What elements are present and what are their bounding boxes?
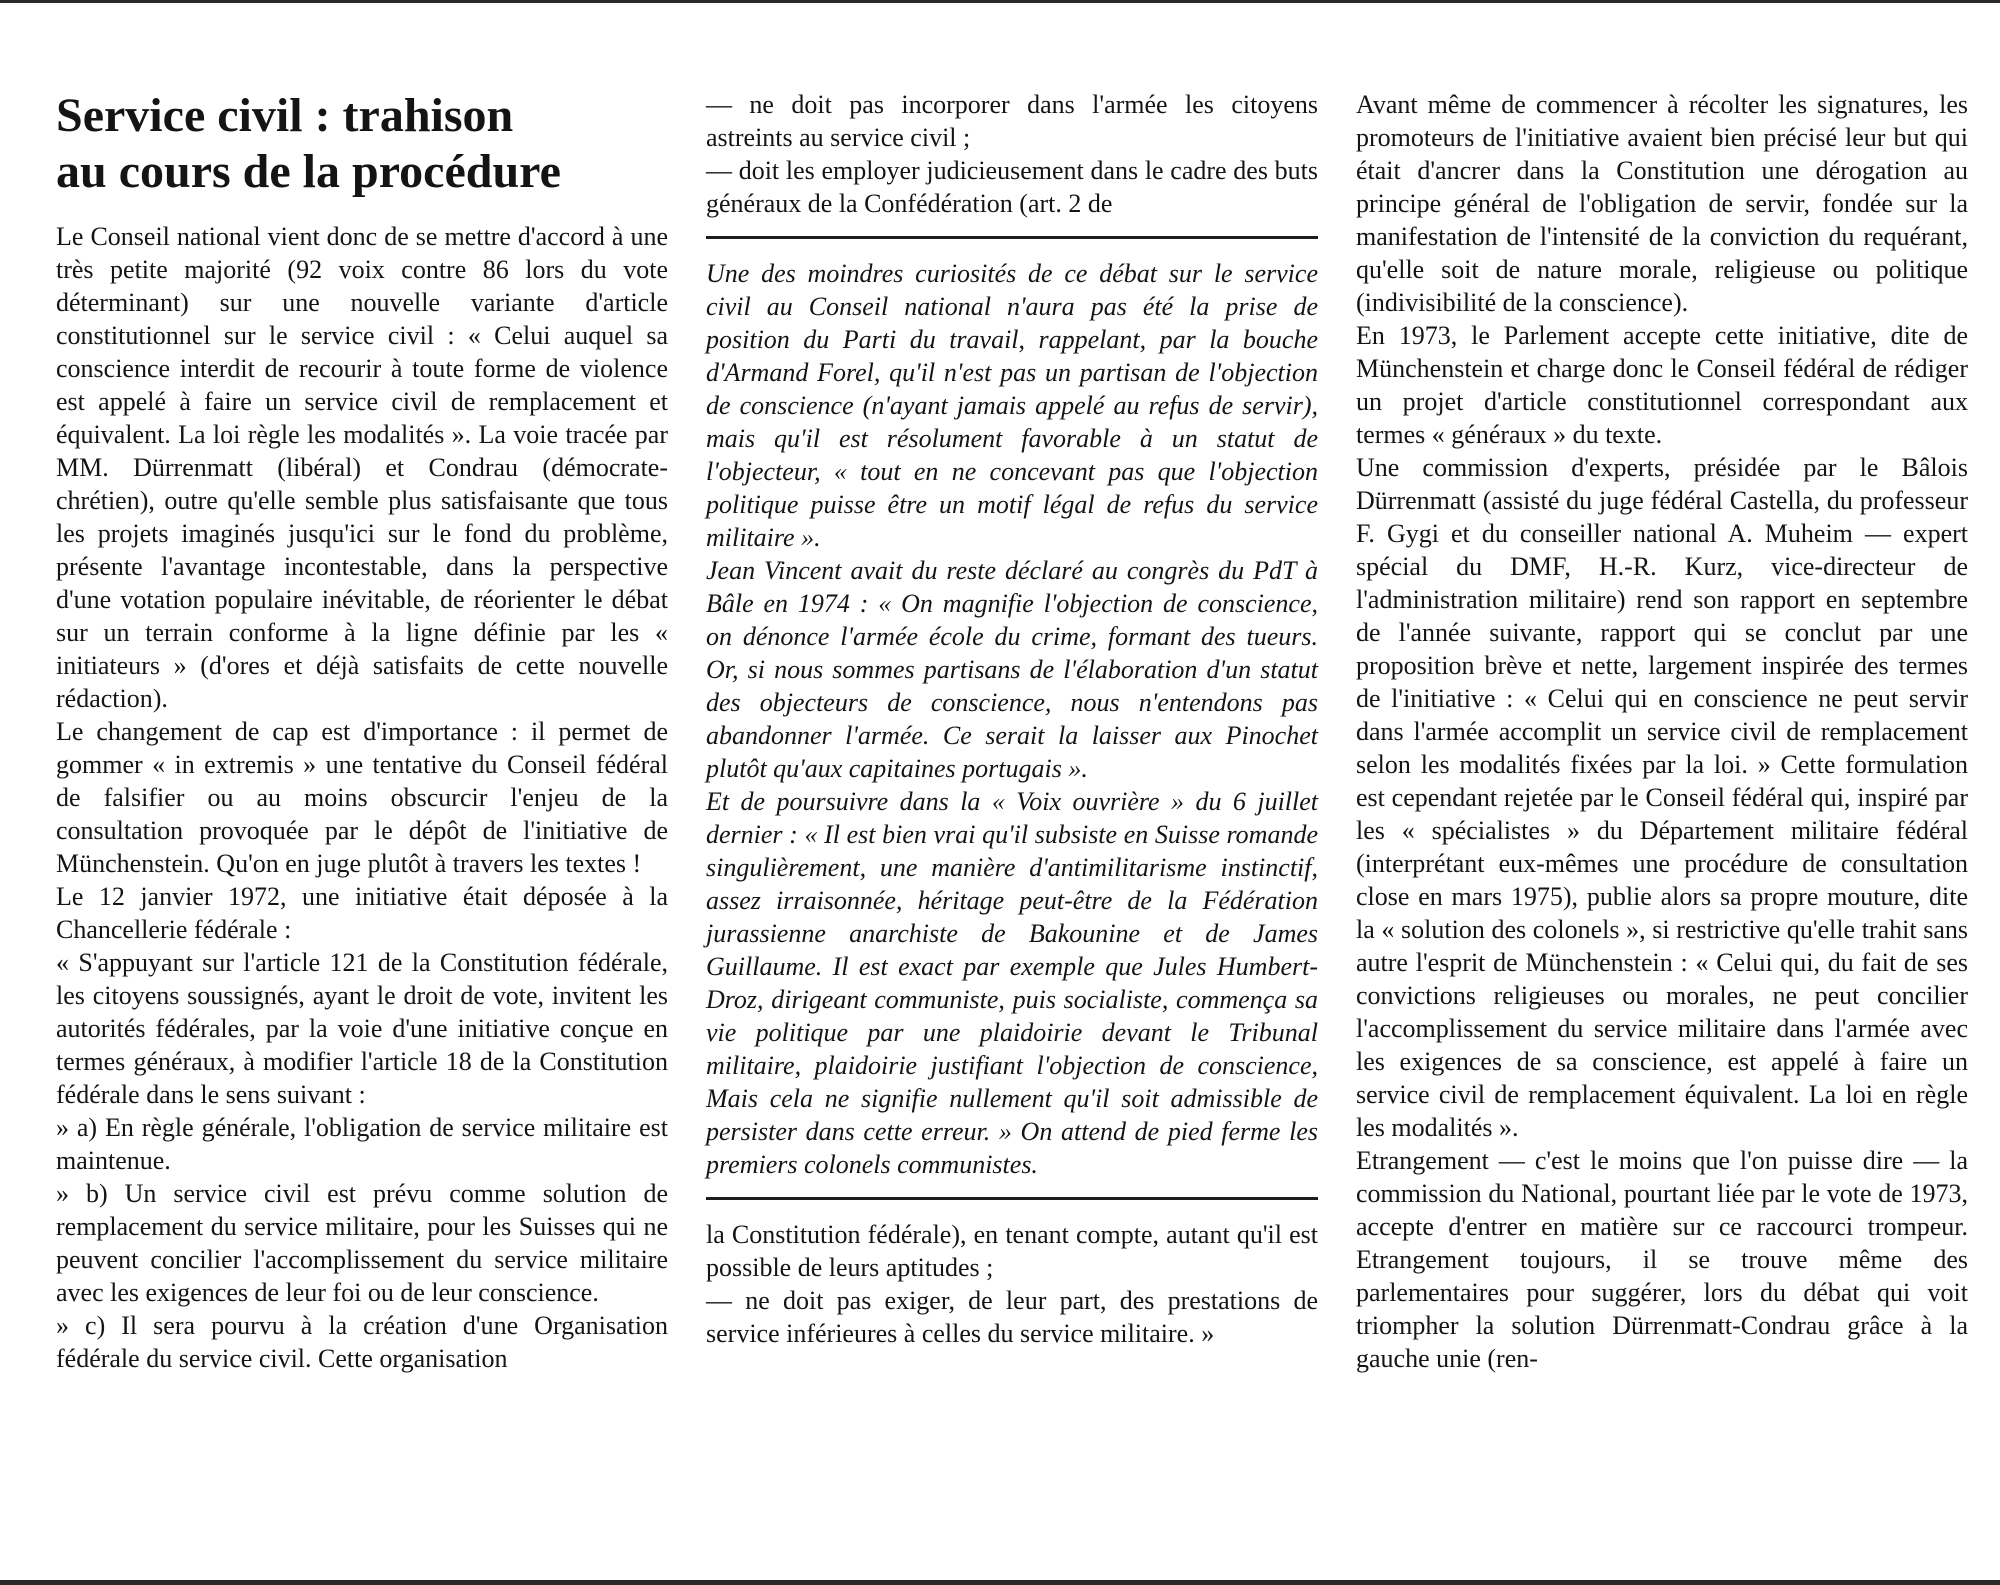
paragraph: » b) Un service civil est prévu comme solution de remplacement du service militaire, pour les Suisses qui ne peuvent concilier l'accomplissement du service militaire avec les exigences de leur foi ou de leur conscience.: [56, 1179, 668, 1307]
paragraph: Etrangement — c'est le moins que l'on puisse dire — la commission du National, pourtant liée par le vote de 1973, accepte d'entrer en matière sur ce raccourci trompeur. Etrangement toujours, il se trouve même des parlementaires pour suggérer, lors du débat qui voit triompher la solution Dürrenmatt-Condrau grâce à la gauche unie (ren-: [1356, 1146, 1968, 1373]
paragraph: — ne doit pas exiger, de leur part, des prestations de service inférieures à celles du service militaire. »: [706, 1286, 1318, 1348]
paragraph: Avant même de commencer à récolter les signatures, les promoteurs de l'initiative avaient bien précisé leur but qui était d'ancrer dans la Constitution une dérogation au principe général de l'obligation de servir, fondée sur la manifestation de l'intensité de la conviction du requérant, qu'elle soit de nature morale, religieuse ou politique (indivisibilité de la conscience).: [1356, 90, 1968, 317]
paragraph: Une commission d'experts, présidée par le Bâlois Dürrenmatt (assisté du juge fédéral Castella, du professeur F. Gygi et du conseiller national A. Muheim — expert spécial du DMF, H.-R. Kurz, vice-directeur de l'administration militaire) rend son rapport en septembre de l'année suivante, rapport qui se conclut par une proposition brève et nette, largement inspirée des termes de l'initiative : « Celui qui en conscience ne peut servir dans l'armée accomplit un service civil de remplacement selon les modalités fixées par la loi. » Cette formulation est cependant rejetée par le Conseil fédéral qui, inspiré par les « spécialistes » du Département militaire fédéral (interprétant eux-mêmes une procédure de consultation close en mars 1975), publie alors sa propre mouture, dite la « solution des colonels », si restrictive qu'elle trahit sans autre l'esprit de Münchenstein : « Celui qui, du fait de ses convictions religieuses ou morales, ne peut concilier l'accomplissement du service militaire dans l'armée avec les exigences de sa conscience, est appelé à faire un service civil de remplacement équivalent. La loi en règle les modalités ».: [1356, 453, 1968, 1142]
paragraph: Le Conseil national vient donc de se mettre d'accord à une très petite majorité (92 voix contre 86 lors du vote déterminant) sur une nouvelle variante d'article constitutionnel sur le service civil : « Celui auquel sa conscience interdit de recourir à toute forme de violence est appelé à faire un service civil de remplacement et équivalent. La loi règle les modalités ». La voie tracée par MM. Dürrenmatt (libéral) et Condrau (démocrate-chrétien), outre qu'elle semble plus satisfaisante que tous les projets imaginés jusqu'ici sur le fond du problème, présente l'avantage incontestable, dans la perspective d'une votation populaire inévitable, de réorienter le débat sur un terrain conforme à la ligne définie par les « initiateurs » (d'ores et déjà satisfaits de cette nouvelle rédaction).: [56, 222, 668, 713]
column-1: [56, 88, 668, 1375]
title-line-2: au cours de la procédure: [56, 145, 561, 198]
column-3: [1356, 88, 1968, 1375]
inset-top-rule: [706, 236, 1318, 239]
paragraph: — doit les employer judicieusement dans le cadre des buts généraux de la Confédération (art. 2 de: [706, 156, 1318, 218]
page-top-rule: [0, 0, 2000, 3]
title-line-1: Service civil : trahison: [56, 89, 514, 142]
inset-bottom-rule: [706, 1197, 1318, 1200]
paragraph: Le changement de cap est d'importance : il permet de gommer « in extremis » une tentative du Conseil fédéral de falsifier ou au moins obscurcir l'enjeu de la consultation provoquée par le dépôt de l'initiative de Münchenstein. Qu'on en juge plutôt à travers les textes !: [56, 717, 668, 878]
inset-box: [706, 257, 1318, 1181]
page-bottom-rule: [0, 1580, 2000, 1585]
paragraph: » c) Il sera pourvu à la création d'une Organisation fédérale du service civil. Cette organisation: [56, 1311, 668, 1373]
column-2: [706, 88, 1318, 1350]
paragraph: — ne doit pas incorporer dans l'armée les citoyens astreints au service civil ;: [706, 90, 1318, 152]
paragraph: « S'appuyant sur l'article 121 de la Constitution fédérale, les citoyens soussignés, ayant le droit de vote, invitent les autorités fédérales, par la voie d'une initiative conçue en termes généraux, à modifier l'article 18 de la Constitution fédérale dans le sens suivant :: [56, 948, 668, 1109]
inset-paragraph: Et de poursuivre dans la « Voix ouvrière » du 6 juillet dernier : « Il est bien vrai qu'il subsiste en Suisse romande singulièrement, une manière d'antimilitarisme instinctif, assez irraisonnée, héritage peut-être de la Fédération jurassienne anarchiste de Bakounine et de James Guillaume. Il est exact par exemple que Jules Humbert-Droz, dirigeant communiste, puis socialiste, commença sa vie politique par une plaidoirie devant le Tribunal militaire, plaidoirie justifiant l'objection de conscience, Mais cela ne signifie nullement qu'il soit admissible de persister dans cette erreur. » On attend de pied ferme les premiers colonels communistes.: [706, 787, 1318, 1179]
inset-paragraph: Jean Vincent avait du reste déclaré au congrès du PdT à Bâle en 1974 : « On magnifie l'objection de conscience, on dénonce l'armée école du crime, formant des tueurs. Or, si nous sommes partisans de l'élaboration d'un statut des objecteurs de conscience, nous n'entendons pas abandonner l'armée. Ce serait la laisser aux Pinochet plutôt qu'aux capitaines portugais ».: [706, 556, 1318, 783]
paragraph: Le 12 janvier 1972, une initiative était déposée à la Chancellerie fédérale :: [56, 882, 668, 944]
paragraph: En 1973, le Parlement accepte cette initiative, dite de Münchenstein et charge donc le Conseil fédéral de rédiger un projet d'article constitutionnel correspondant aux termes « généraux » du texte.: [1356, 321, 1968, 449]
paragraph: la Constitution fédérale), en tenant compte, autant qu'il est possible de leurs aptitudes ;: [706, 1220, 1318, 1282]
article-title: [56, 88, 668, 200]
paragraph: » a) En règle générale, l'obligation de service militaire est maintenue.: [56, 1113, 668, 1175]
inset-paragraph: Une des moindres curiosités de ce débat sur le service civil au Conseil national n'aura pas été la prise de position du Parti du travail, rappelant, par la bouche d'Armand Forel, qu'il n'est pas un partisan de l'objection de conscience (n'ayant jamais appelé au refus de servir), mais qu'il est résolument favorable à un statut de l'objecteur, « tout en ne concevant pas que l'objection politique puisse être un motif légal de refus du service militaire ».: [706, 259, 1318, 552]
